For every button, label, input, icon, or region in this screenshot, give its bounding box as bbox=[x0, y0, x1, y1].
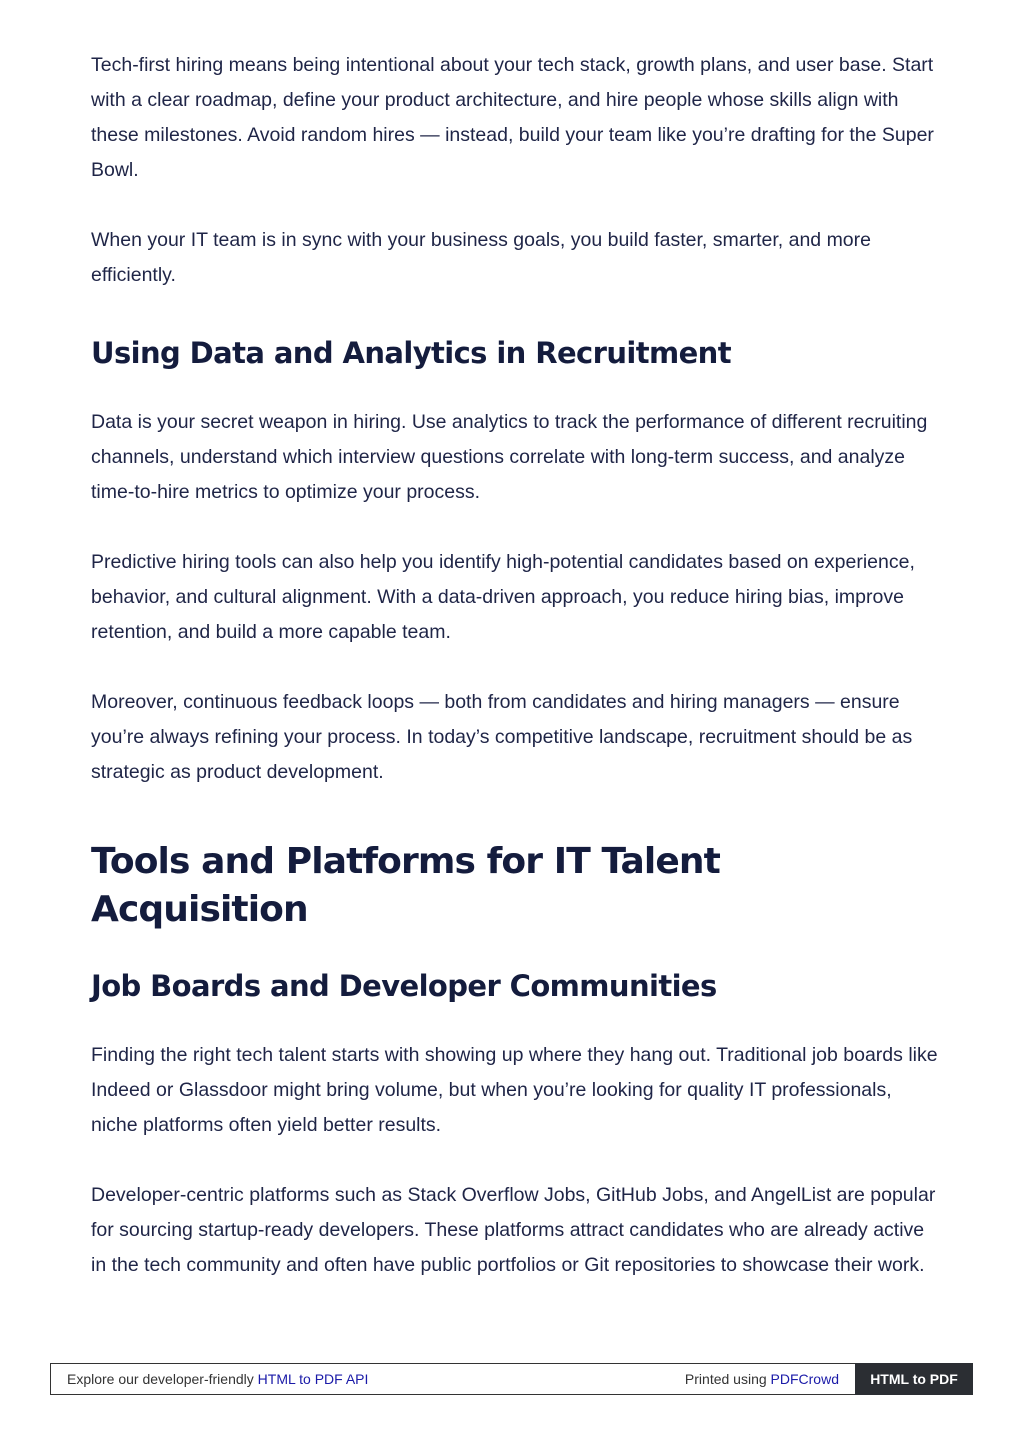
footer-explore bbox=[67, 1371, 368, 1387]
heading-tools-platforms: Tools and Platforms for IT Talent Acquisition bbox=[91, 841, 720, 930]
pdf-footer-bar bbox=[50, 1363, 973, 1395]
paragraph-finding-talent: Finding the right tech talent starts with showing up where they hang out. Traditional job boards like Indeed or Glassdoor might bring volume, but when you’re looking for quality IT professionals, niche platforms often yield better results. bbox=[91, 1044, 938, 1136]
article-body bbox=[91, 48, 941, 1283]
paragraph-predictive-tools: Predictive hiring tools can also help you identify high-potential candidates based on experience, behavior, and cultural alignment. With a data-driven approach, you reduce hiring bias, improve retention, and build a more capable team. bbox=[91, 551, 915, 643]
paragraph-data-weapon: Data is your secret weapon in hiring. Use analytics to track the performance of different recruiting channels, understand which interview questions correlate with long-term success, and analyze time-to-hire metrics to optimize your process. bbox=[91, 411, 928, 503]
html-to-pdf-api-link[interactable]: HTML to PDF API bbox=[257, 1371, 369, 1387]
heading-job-boards: Job Boards and Developer Communities bbox=[91, 969, 717, 1003]
html-to-pdf-button[interactable]: HTML to PDF bbox=[855, 1363, 973, 1395]
paragraph-developer-platforms: Developer-centric platforms such as Stack Overflow Jobs, GitHub Jobs, and AngelList are popular for sourcing startup-ready developers. These platforms attract candidates who are already active in the tech community and often have public portfolios or Git repositories to showcase their work. bbox=[91, 1184, 936, 1276]
paragraph-feedback-loops: Moreover, continuous feedback loops — both from candidates and hiring managers — ensure you’re always refining your process. In today’s competitive landscape, recruitment should be as strategic as product development. bbox=[91, 691, 913, 783]
footer-printed-text: Printed using bbox=[684, 1371, 771, 1387]
paragraph-it-sync: When your IT team is in sync with your business goals, you build faster, smarter, and more efficiently. bbox=[91, 229, 871, 286]
heading-data-analytics: Using Data and Analytics in Recruitment bbox=[91, 336, 731, 370]
footer-explore-text: Explore our developer-friendly bbox=[67, 1371, 258, 1387]
footer-printed bbox=[685, 1371, 839, 1387]
paragraph-tech-first: Tech-first hiring means being intentional about your tech stack, growth plans, and user base. Start with a clear roadmap, define your product architecture, and hire people whose skills align with these milestones. Avoid random hires — instead, build your team like you’re drafting for the Super Bowl. bbox=[91, 54, 934, 181]
pdfcrowd-link[interactable]: PDFCrowd bbox=[770, 1371, 839, 1387]
